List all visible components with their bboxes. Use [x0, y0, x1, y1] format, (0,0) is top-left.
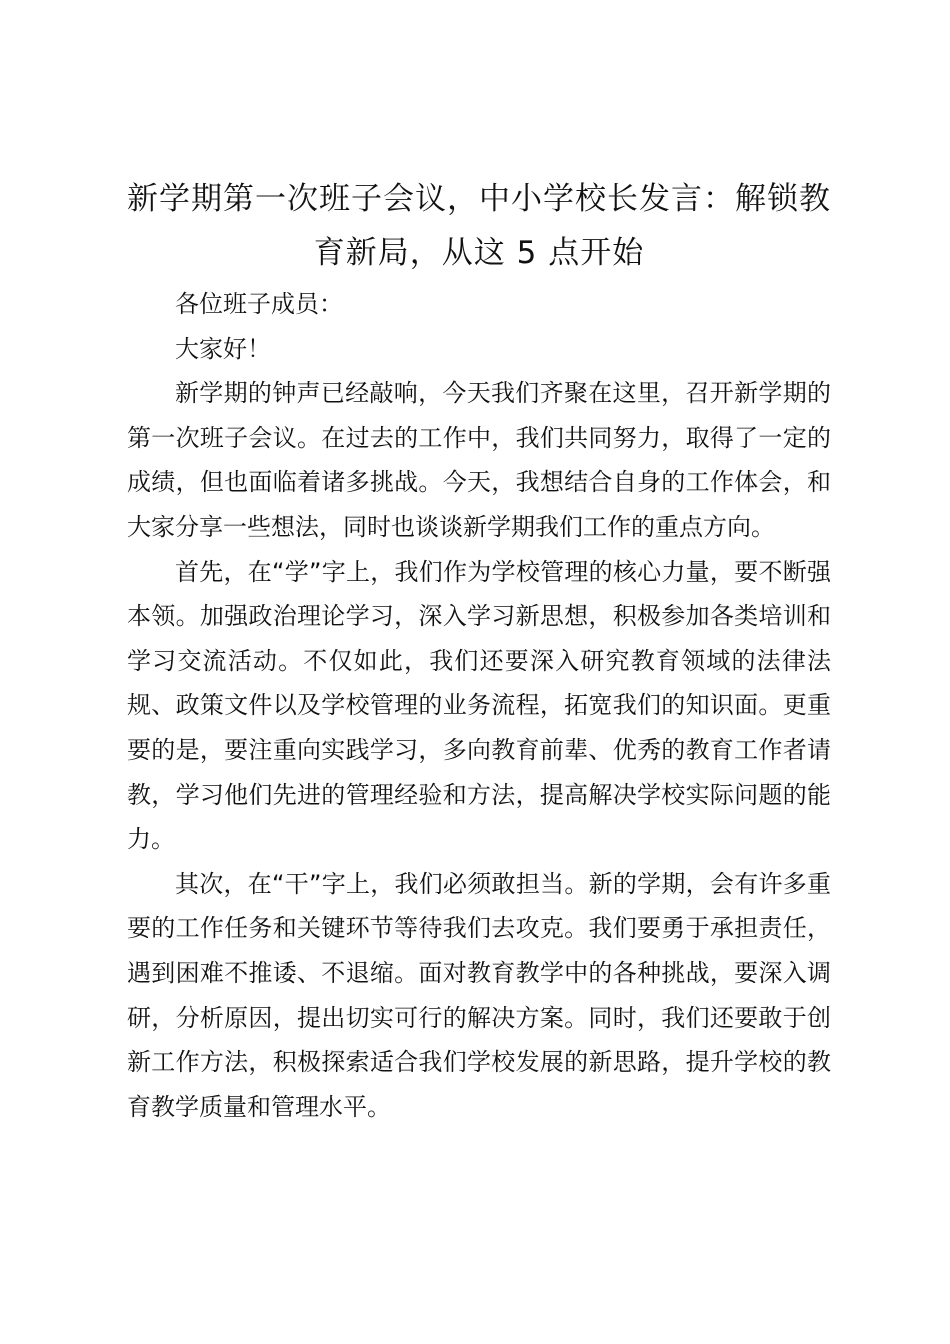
paragraph-second-point: 其次，在“干”字上，我们必须敢担当。新的学期，会有许多重要的工作任务和关键环节等待我们去攻克。我们要勇于承担责任，遇到困难不推诿、不退缩。面对教育教学中的各种挑战，要深入调研，分析原因，提出切实可行的解决方案。同时，我们还要敢于创新工作方法，积极探索适合我们学校发展的新思路，提升学校的教育教学质量和管理水平。 — [127, 869, 831, 1121]
document-body — [127, 282, 831, 1129]
salutation: 各位班子成员： — [175, 290, 343, 318]
paragraph-first-point: 首先，在“学”字上，我们作为学校管理的核心力量，要不断强本领。加强政治理论学习，深入学习新思想，积极参加各类培训和学习交流活动。不仅如此，我们还要深入研究教育领域的法律法规、政策文件以及学校管理的业务流程，拓宽我们的知识面。更重要的是，要注重向实践学习，多向教育前辈、优秀的教育工作者请教，学习他们先进的管理经验和方法，提高解决学校实际问题的能力。 — [127, 557, 831, 854]
document-title: 新学期第一次班子会议，中小学校长发言：解锁教育新局，从这 5 点开始 — [127, 181, 831, 271]
paragraph-intro: 新学期的钟声已经敲响，今天我们齐聚在这里，召开新学期的第一次班子会议。在过去的工作中，我们共同努力，取得了一定的成绩，但也面临着诸多挑战。今天，我想结合自身的工作体会，和大家分享一些想法，同时也谈谈新学期我们工作的重点方向。 — [127, 379, 831, 541]
greeting: 大家好！ — [175, 334, 271, 363]
document-page — [127, 172, 831, 1129]
